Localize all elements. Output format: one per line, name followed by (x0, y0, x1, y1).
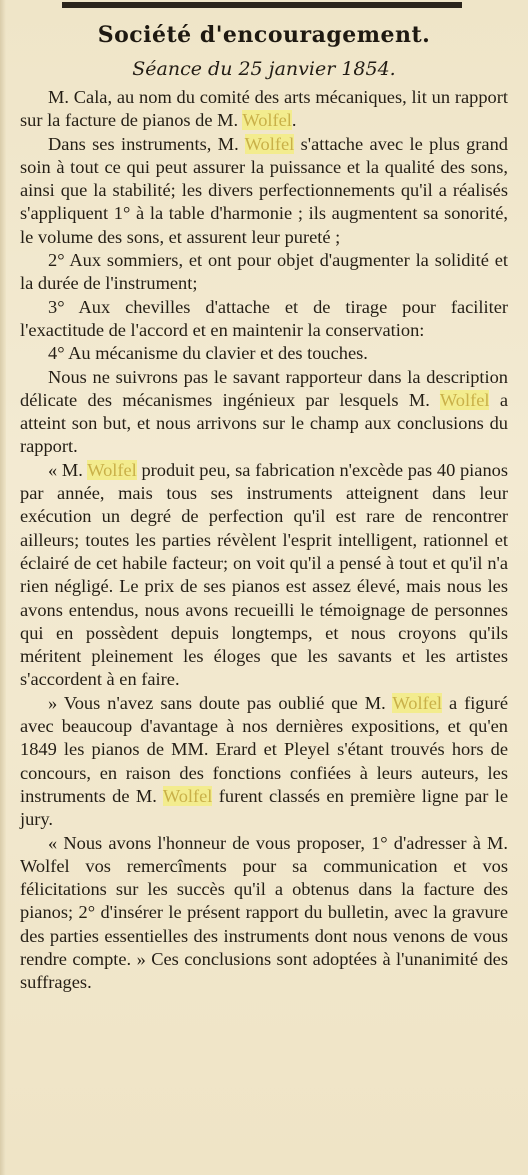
article-body (20, 86, 508, 995)
highlighted-name: Wolfel (439, 389, 490, 410)
paragraph-9: « Nous avons l'honneur de vous proposer, 1° d'adresser à M. Wolfel vos remercîments pour sa communication et vos félicitations sur les succès qu'il a obtenus dans la facture des pianos; 2° d'insérer le présent rapport du bulletin, avec la gravure des parties essentielles des instruments dont nous venons de vous rendre compte. » Ces conclusions sont adoptées à l'unanimité des suffrages. (20, 832, 508, 993)
top-rule (62, 2, 462, 8)
page-edge (0, 0, 6, 1175)
session-date: Séance du 25 janvier 1854. (132, 58, 396, 80)
paragraph-2: Dans ses instruments, M. Wolfel s'attache avec le plus grand soin à tout ce qui peut assurer la puissance et la qualité des sons, ainsi que la stabilité; les divers perfectionnements qu'il a réalisés s'appliquent 1° à la table d'harmonie ; ils augmentent sa sonorité, le volume des sons, et assurent leur pureté ; (20, 133, 508, 247)
article-title: Société d'encouragement. (97, 22, 431, 48)
highlighted-name: Wolfel (242, 110, 292, 131)
highlighted-name: Wolfel (87, 459, 137, 480)
paragraph-7: « M. Wolfel produit peu, sa fabrication n'excède pas 40 pianos par année, mais tous ses instruments atteignent dans leur exécution un degré de perfection qu'il est rare de rencontrer ailleurs; toutes les parties révèlent l'esprit intelligent, rationnel et éclairé de cet habile facteur; on voit qu'il a pensé à tout et qu'il n'a rien négligé. Le prix de ses pianos est assez élevé, mais nous les avons entendus, nous avons recueilli le témoignage de personnes qui en possèdent depuis longtemps, et nous croyons qu'ils méritent pleinement les éloges que les savants et les artistes s'accordent à en faire. (20, 459, 508, 690)
highlighted-name: Wolfel (162, 785, 213, 806)
highlighted-name: Wolfel (392, 692, 442, 713)
paragraph-5: 4° Au mécanisme du clavier et des touches. (48, 343, 368, 364)
paragraph-6: Nous ne suivrons pas le savant rapporteur dans la description délicate des mécanismes ingénieux par lesquels M. Wolfel a atteint son but, et nous arrivons sur le champ aux conclusions du rapport. (20, 366, 508, 457)
paragraph-8: » Vous n'avez sans doute pas oublié que M. Wolfel a figuré avec beaucoup d'avantage à nos dernières expositions, et qu'en 1849 les pianos de MM. Erard et Pleyel s'étant trouvés hors de concours, en raison des fonctions confiées à leurs auteurs, les instruments de M. Wolfel furent classés en première ligne par le jury. (20, 692, 508, 830)
paragraph-4: 3° Aux chevilles d'attache et de tirage pour faciliter l'exactitude de l'accord et en maintenir la conservation: (20, 296, 508, 340)
paragraph-1: M. Cala, au nom du comité des arts mécaniques, lit un rapport sur la facture de pianos de M. Wolfel. (20, 87, 508, 131)
paragraph-3: 2° Aux sommiers, et ont pour objet d'augmenter la solidité et la durée de l'instrument; (20, 250, 508, 294)
highlighted-name: Wolfel (244, 133, 295, 154)
